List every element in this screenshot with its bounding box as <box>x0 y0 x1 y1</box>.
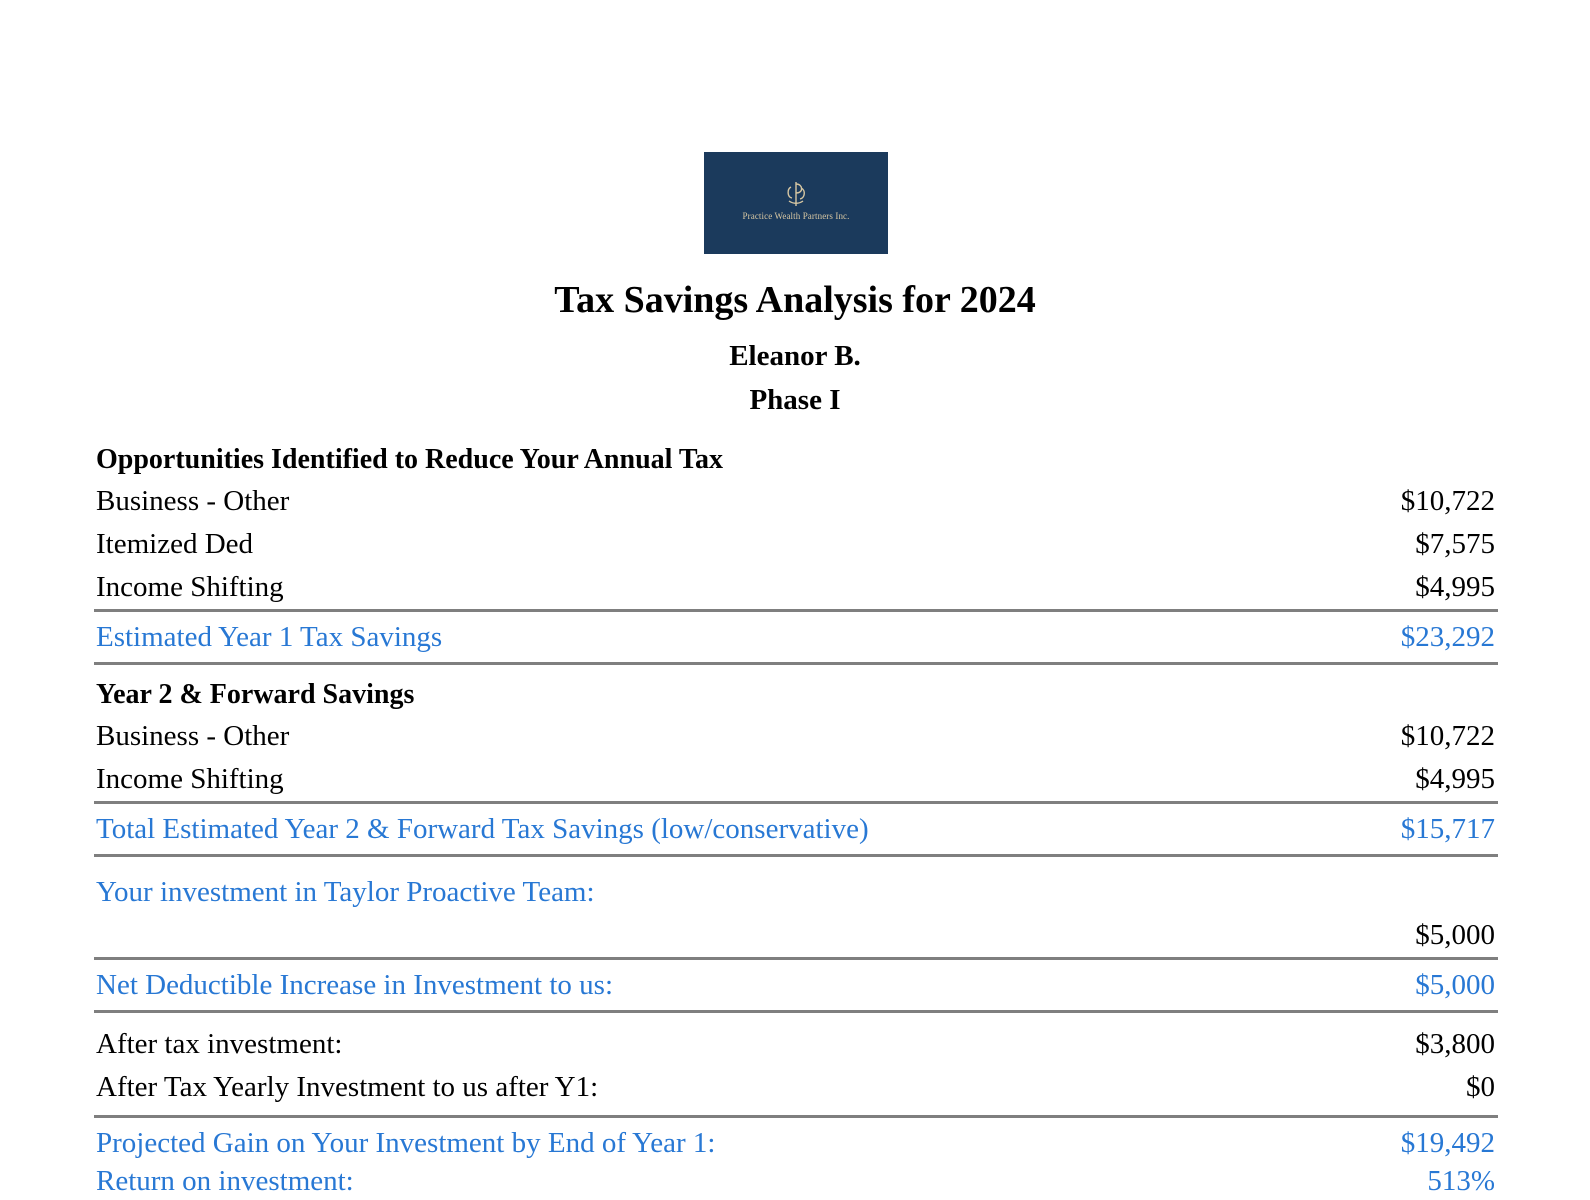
row-label: After Tax Yearly Investment to us after Y1: <box>96 1071 599 1103</box>
client-name: Eleanor B. <box>729 340 861 372</box>
year2-heading <box>94 675 1498 715</box>
row-label: Income Shifting <box>96 763 284 795</box>
phase-label: Phase I <box>749 384 841 416</box>
row-value: $3,800 <box>1415 1028 1495 1060</box>
roi-row <box>94 1160 1498 1200</box>
company-logo <box>704 152 888 254</box>
row-value: $10,722 <box>1400 720 1495 752</box>
table-row <box>94 480 1498 523</box>
pwp-monogram-icon <box>779 179 813 209</box>
opportunities-heading-label: Opportunities Identified to Reduce Your Annual Tax <box>96 444 724 475</box>
row-label: Itemized Ded <box>96 528 254 560</box>
roi-value: 513% <box>1427 1165 1495 1197</box>
row-label: Business - Other <box>96 720 290 752</box>
table-row <box>94 523 1498 566</box>
projected-gain-label: Projected Gain on Your Investment by End of Year 1: <box>96 1127 716 1159</box>
row-label: Income Shifting <box>96 571 284 603</box>
table-row <box>94 566 1498 609</box>
year2-heading-label: Year 2 & Forward Savings <box>96 679 415 710</box>
year2-total-value: $15,717 <box>1400 813 1495 845</box>
net-investment-label: Net Deductible Increase in Investment to us: <box>96 969 614 1001</box>
investment-label-row <box>94 871 1498 914</box>
page-title: Tax Savings Analysis for 2024 <box>554 279 1036 321</box>
projected-gain-value: $19,492 <box>1400 1127 1495 1159</box>
year1-total-row <box>94 612 1498 662</box>
investment-label: Your investment in Taylor Proactive Team: <box>96 876 595 908</box>
net-investment-row <box>94 960 1498 1010</box>
year1-total-label: Estimated Year 1 Tax Savings <box>96 621 443 653</box>
row-value: $0 <box>1466 1071 1495 1103</box>
net-investment-value: $5,000 <box>1415 969 1495 1001</box>
row-label: Business - Other <box>96 485 290 517</box>
row-value: $7,575 <box>1415 528 1495 560</box>
roi-label: Return on investment: <box>96 1165 354 1197</box>
year2-total-row <box>94 804 1498 854</box>
row-value: $10,722 <box>1400 485 1495 517</box>
table-row <box>94 758 1498 801</box>
savings-table <box>94 440 1498 1200</box>
table-row <box>94 715 1498 758</box>
table-row <box>94 1066 1498 1109</box>
row-value: $4,995 <box>1415 763 1495 795</box>
investment-value-row <box>94 914 1498 957</box>
row-value: $4,995 <box>1415 571 1495 603</box>
investment-value: $5,000 <box>1415 919 1495 951</box>
logo-company-name: Practice Wealth Partners Inc. <box>742 211 850 221</box>
table-row <box>94 1023 1498 1066</box>
opportunities-heading <box>94 440 1498 480</box>
row-label: After tax investment: <box>96 1028 343 1060</box>
year2-total-label: Total Estimated Year 2 & Forward Tax Savings (low/conservative) <box>96 813 869 845</box>
year1-total-value: $23,292 <box>1400 621 1495 653</box>
